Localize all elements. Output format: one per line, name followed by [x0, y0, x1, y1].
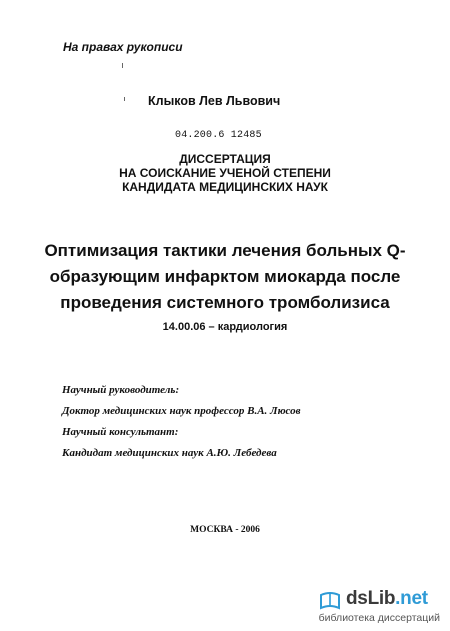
- degree-line-1: ДИССЕРТАЦИЯ: [179, 152, 271, 166]
- city-year: МОСКВА - 2006: [190, 525, 260, 535]
- supervisor-name: Доктор медицинских наук профессор В.А. Люсов: [62, 405, 301, 417]
- degree-line-2: НА СОИСКАНИЕ УЧЕНОЙ СТЕПЕНИ: [119, 166, 331, 180]
- title-line-2: образующим инфарктом миокарда после: [49, 267, 401, 286]
- title-line-3: проведения системного тромболизиса: [60, 293, 390, 312]
- consultant-name: Кандидат медицинских наук А.Ю. Лебедева: [62, 447, 277, 459]
- library-stamp-number: 04.200.6 12485: [175, 130, 262, 141]
- watermark-brand-suffix: .net: [395, 588, 428, 609]
- supervisor-label: Научный руководитель:: [62, 384, 180, 396]
- watermark-brand-prefix: dsLib: [346, 588, 396, 609]
- rights-notice: На правах рукописи: [63, 40, 183, 54]
- specialty-code: 14.00.06 – кардиология: [162, 321, 288, 333]
- watermark-subtitle: библиотека диссертаций: [318, 612, 440, 624]
- author-name: Клыков Лев Львович: [148, 94, 281, 108]
- dslib-watermark[interactable]: [308, 588, 440, 628]
- consultant-label: Научный консультант:: [62, 426, 179, 438]
- degree-line-3: КАНДИДАТА МЕДИЦИНСКИХ НАУК: [122, 180, 328, 194]
- scan-mark: [124, 97, 125, 101]
- watermark-brand: [346, 588, 428, 610]
- dslib-logo-icon: [318, 590, 342, 612]
- scan-mark: [122, 63, 123, 68]
- title-line-1: Оптимизация тактики лечения больных Q-: [44, 241, 406, 260]
